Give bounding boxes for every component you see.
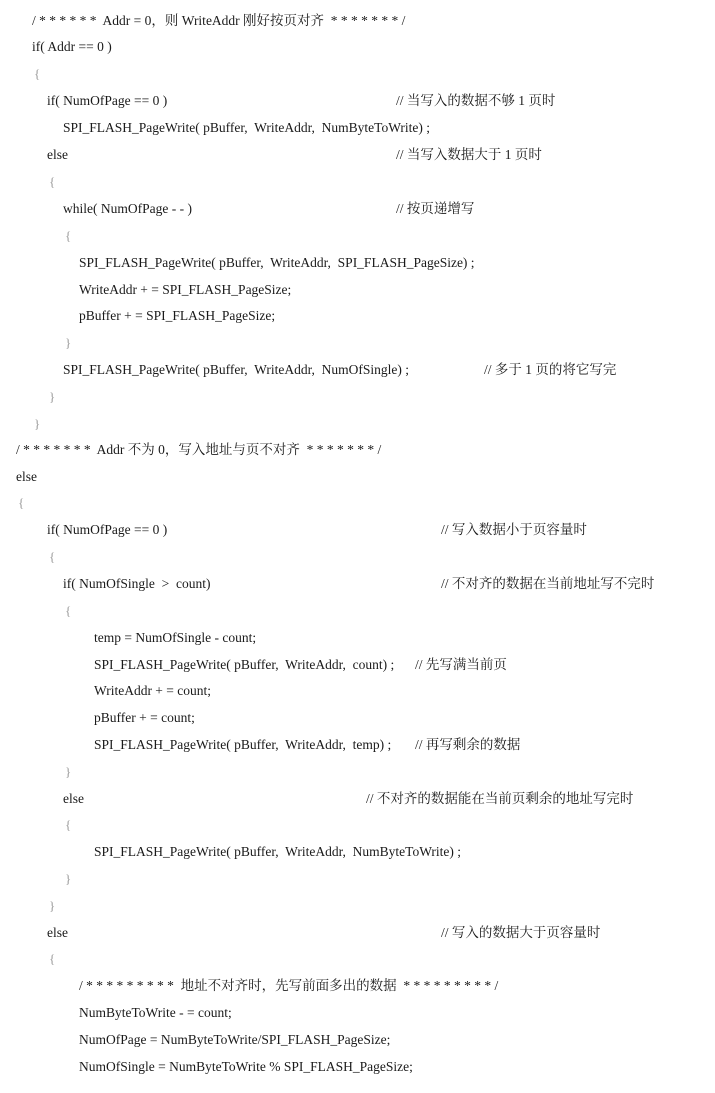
code-text: NumOfSingle = NumByteToWrite % SPI_FLASH_PageSize; bbox=[79, 1059, 413, 1074]
code-text: / * * * * * * * Addr 不为 0，写入地址与页不对齐 * * * * * * * / bbox=[16, 442, 382, 457]
code-line bbox=[0, 411, 715, 437]
code-line bbox=[0, 88, 715, 114]
code-text: pBuffer + = count; bbox=[94, 710, 195, 725]
code-line bbox=[0, 1054, 715, 1080]
code-line bbox=[0, 115, 715, 141]
code-text: if( NumOfPage == 0 ) bbox=[47, 93, 168, 108]
code-line bbox=[0, 61, 715, 87]
code-text: NumOfPage = NumByteToWrite/SPI_FLASH_PageSize; bbox=[79, 1032, 391, 1047]
code-line bbox=[0, 786, 715, 812]
code-line bbox=[0, 357, 715, 383]
code-comment: // 按页递增写 bbox=[396, 201, 475, 216]
code-brace: { bbox=[65, 817, 72, 832]
code-line bbox=[0, 678, 715, 704]
code-line bbox=[0, 8, 715, 34]
code-brace: { bbox=[34, 66, 41, 81]
code-text: / * * * * * * * * * 地址不对齐时，先写前面多出的数据 * * * * * * * * * / bbox=[79, 978, 499, 993]
code-comment: // 写入数据小于页容量时 bbox=[441, 522, 587, 537]
code-line bbox=[0, 142, 715, 168]
code-line bbox=[0, 732, 715, 758]
code-text: else bbox=[16, 469, 37, 484]
code-text: SPI_FLASH_PageWrite( pBuffer, WriteAddr, NumByteToWrite) ; bbox=[94, 844, 462, 859]
code-line bbox=[0, 839, 715, 865]
code-text: else bbox=[47, 147, 68, 162]
code-line bbox=[0, 303, 715, 329]
code-brace: { bbox=[49, 174, 56, 189]
code-brace: } bbox=[65, 764, 72, 779]
code-line bbox=[0, 920, 715, 946]
code-line bbox=[0, 705, 715, 731]
code-text: if( NumOfSingle > count) bbox=[63, 576, 211, 591]
code-brace: { bbox=[18, 495, 25, 510]
code-text: SPI_FLASH_PageWrite( pBuffer, WriteAddr, count) ; bbox=[94, 657, 395, 672]
code-line bbox=[0, 652, 715, 678]
code-line bbox=[0, 866, 715, 892]
code-text: if( NumOfPage == 0 ) bbox=[47, 522, 168, 537]
code-comment: // 先写满当前页 bbox=[415, 657, 507, 672]
code-line bbox=[0, 223, 715, 249]
code-text: if( Addr == 0 ) bbox=[32, 39, 112, 54]
code-brace: { bbox=[49, 951, 56, 966]
code-line bbox=[0, 250, 715, 276]
code-line bbox=[0, 973, 715, 999]
code-brace: } bbox=[34, 416, 41, 431]
code-line bbox=[0, 384, 715, 410]
code-line bbox=[0, 464, 715, 490]
code-line bbox=[0, 571, 715, 597]
code-line bbox=[0, 196, 715, 222]
code-comment: // 不对齐的数据能在当前页剩余的地址写完时 bbox=[366, 791, 634, 806]
code-text: pBuffer + = SPI_FLASH_PageSize; bbox=[79, 308, 276, 323]
code-line bbox=[0, 330, 715, 356]
code-comment: // 多于 1 页的将它写完 bbox=[484, 362, 617, 377]
code-brace: } bbox=[65, 335, 72, 350]
code-line bbox=[0, 625, 715, 651]
code-brace: } bbox=[65, 871, 72, 886]
code-line bbox=[0, 437, 715, 463]
code-line bbox=[0, 490, 715, 516]
code-comment: // 当写入的数据不够 1 页时 bbox=[396, 93, 556, 108]
code-comment: // 再写剩余的数据 bbox=[415, 737, 521, 752]
code-line bbox=[0, 277, 715, 303]
code-text: SPI_FLASH_PageWrite( pBuffer, WriteAddr, NumOfSingle) ; bbox=[63, 362, 410, 377]
code-line bbox=[0, 34, 715, 60]
code-brace: { bbox=[49, 549, 56, 564]
code-comment: // 写入的数据大于页容量时 bbox=[441, 925, 601, 940]
code-line bbox=[0, 812, 715, 838]
code-text: temp = NumOfSingle - count; bbox=[94, 630, 257, 645]
code-brace: { bbox=[65, 228, 72, 243]
code-line bbox=[0, 169, 715, 195]
code-text: WriteAddr + = SPI_FLASH_PageSize; bbox=[79, 282, 292, 297]
code-line bbox=[0, 598, 715, 624]
code-text: else bbox=[63, 791, 84, 806]
code-text: SPI_FLASH_PageWrite( pBuffer, WriteAddr, temp) ; bbox=[94, 737, 392, 752]
code-brace: } bbox=[49, 898, 56, 913]
code-line bbox=[0, 1000, 715, 1026]
code-comment: // 当写入数据大于 1 页时 bbox=[396, 147, 542, 162]
code-brace: { bbox=[65, 603, 72, 618]
code-line bbox=[0, 893, 715, 919]
code-line bbox=[0, 946, 715, 972]
code-text: / * * * * * * Addr = 0，则 WriteAddr 刚好按页对齐 * * * * * * * / bbox=[32, 13, 406, 28]
code-text: WriteAddr + = count; bbox=[94, 683, 212, 698]
code-line bbox=[0, 1027, 715, 1053]
code-text: else bbox=[47, 925, 68, 940]
code-line bbox=[0, 759, 715, 785]
code-brace: } bbox=[49, 389, 56, 404]
code-text: NumByteToWrite - = count; bbox=[79, 1005, 232, 1020]
code-line bbox=[0, 517, 715, 543]
code-text: SPI_FLASH_PageWrite( pBuffer, WriteAddr, NumByteToWrite) ; bbox=[63, 120, 431, 135]
code-line bbox=[0, 544, 715, 570]
code-comment: // 不对齐的数据在当前地址写不完时 bbox=[441, 576, 655, 591]
code-text: while( NumOfPage - - ) bbox=[63, 201, 192, 216]
code-text: SPI_FLASH_PageWrite( pBuffer, WriteAddr, SPI_FLASH_PageSize) ; bbox=[79, 255, 475, 270]
